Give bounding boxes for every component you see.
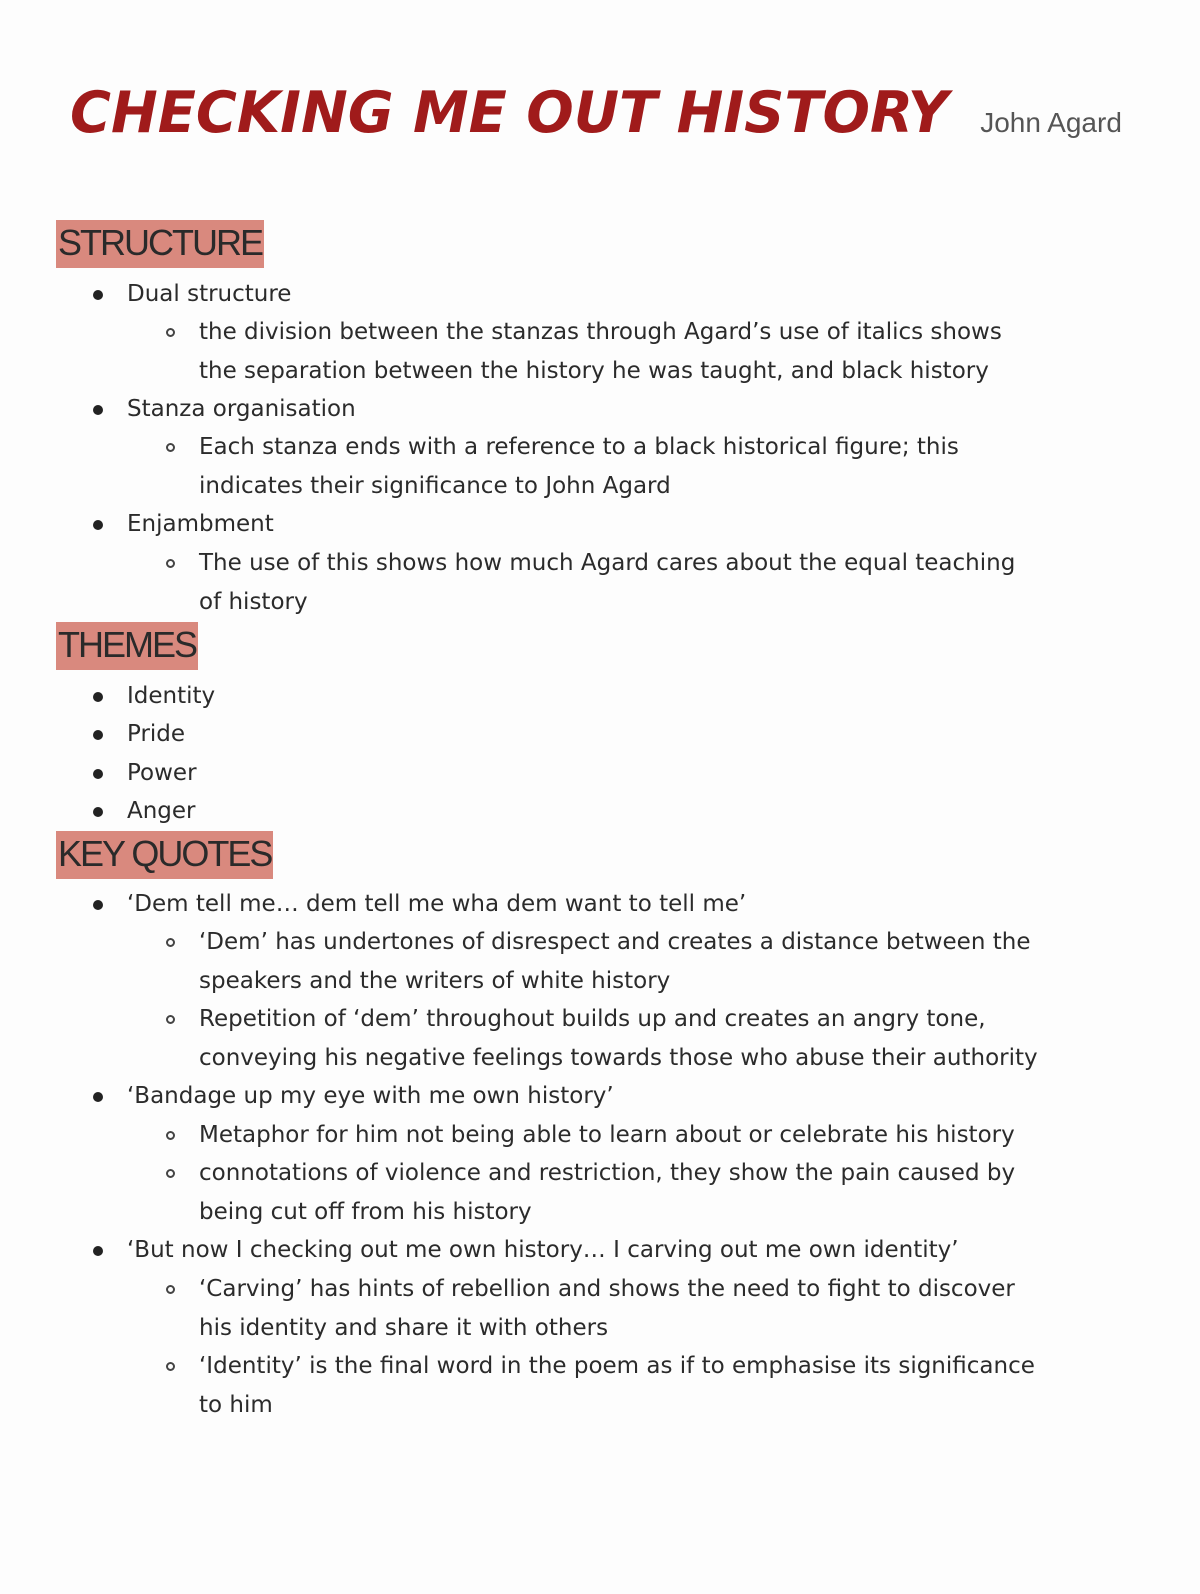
page-title: CHECKING ME OUT HISTORY bbox=[70, 80, 949, 146]
list-item: Enjambment bbox=[127, 511, 274, 537]
list-item: ‘But now I checking out me own history… I carving out me own identity’ bbox=[127, 1237, 959, 1263]
sub-item-line: his identity and share it with others bbox=[199, 1315, 609, 1341]
list-item: ‘Dem tell me… dem tell me wha dem want to tell me’ bbox=[127, 891, 747, 917]
sub-item-line: the separation between the history he was taught, and black history bbox=[199, 358, 989, 384]
section-heading-themes: THEMES bbox=[56, 622, 198, 670]
sub-item-line: Each stanza ends with a reference to a black historical figure; this bbox=[199, 434, 959, 460]
list-item: Anger bbox=[127, 798, 196, 824]
bullet-icon bbox=[93, 730, 103, 740]
sub-item-line: ‘Carving’ has hints of rebellion and shows the need to fight to discover bbox=[199, 1276, 1015, 1302]
bullet-icon bbox=[93, 807, 103, 817]
sub-bullet-icon bbox=[166, 1015, 175, 1024]
sub-item-line: connotations of violence and restriction, they show the pain caused by bbox=[199, 1160, 1016, 1186]
bullet-icon bbox=[93, 290, 103, 300]
list-item: Identity bbox=[127, 683, 216, 709]
sub-bullet-icon bbox=[166, 938, 175, 947]
section-heading-structure: STRUCTURE bbox=[56, 220, 264, 268]
sub-item-line: of history bbox=[199, 589, 308, 615]
section-heading-key-quotes: KEY QUOTES bbox=[56, 831, 273, 879]
sub-bullet-icon bbox=[166, 1169, 175, 1178]
title-row bbox=[70, 80, 1150, 146]
sub-item-line: Metaphor for him not being able to learn about or celebrate his history bbox=[199, 1122, 1015, 1148]
sub-item-line: The use of this shows how much Agard cares about the equal teaching bbox=[199, 550, 1016, 576]
sub-bullet-icon bbox=[166, 1362, 175, 1371]
sub-item-line: the division between the stanzas through Agard’s use of italics shows bbox=[199, 319, 1002, 345]
sub-bullet-icon bbox=[166, 1131, 175, 1140]
bullet-icon bbox=[93, 900, 103, 910]
bullet-icon bbox=[93, 769, 103, 779]
list-item: ‘Bandage up my eye with me own history’ bbox=[127, 1083, 614, 1109]
author-name: John Agard bbox=[980, 107, 1122, 138]
sub-item-line: indicates their significance to John Agard bbox=[199, 473, 671, 499]
sub-item-line: ‘Dem’ has undertones of disrespect and creates a distance between the bbox=[199, 929, 1031, 955]
bullet-icon bbox=[93, 1246, 103, 1256]
sub-bullet-icon bbox=[166, 328, 175, 337]
bullet-icon bbox=[93, 1092, 103, 1102]
bullet-icon bbox=[93, 520, 103, 530]
sub-item-line: being cut off from his history bbox=[199, 1199, 532, 1225]
sub-bullet-icon bbox=[166, 1285, 175, 1294]
sub-item-line: conveying his negative feelings towards those who abuse their authority bbox=[199, 1045, 1038, 1071]
list-item: Pride bbox=[127, 721, 186, 747]
sub-item-line: Repetition of ‘dem’ throughout builds up and creates an angry tone, bbox=[199, 1006, 986, 1032]
sub-item-line: ‘Identity’ is the final word in the poem as if to emphasise its significance bbox=[199, 1353, 1035, 1379]
list-item: Stanza organisation bbox=[127, 396, 356, 422]
list-item: Dual structure bbox=[127, 281, 292, 307]
sub-bullet-icon bbox=[166, 443, 175, 452]
bullet-icon bbox=[93, 692, 103, 702]
sub-item-line: speakers and the writers of white history bbox=[199, 968, 671, 994]
list-item: Power bbox=[127, 760, 197, 786]
bullet-icon bbox=[93, 405, 103, 415]
sub-bullet-icon bbox=[166, 559, 175, 568]
sub-item-line: to him bbox=[199, 1392, 273, 1418]
